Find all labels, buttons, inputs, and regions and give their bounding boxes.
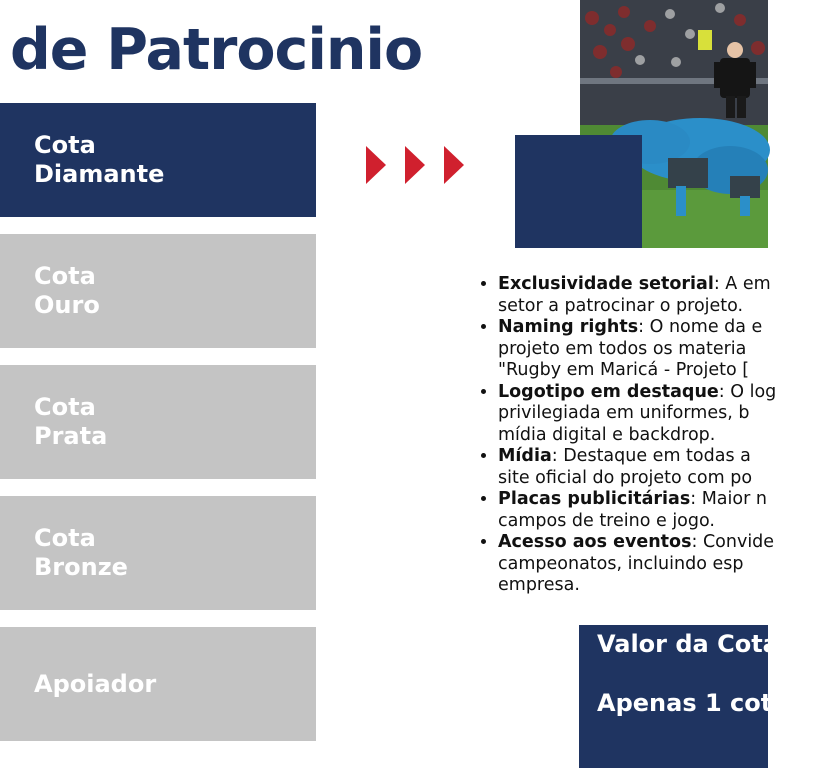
benefit-item: • Naming rights: O nome da e projeto em todos os materia "Rugby em Maricá - Projeto [ [498, 317, 818, 382]
benefits-list [478, 274, 818, 597]
tier-apoiador[interactable] [0, 627, 316, 741]
tier-label: Cota Diamante [34, 131, 165, 188]
benefit-item: • Acesso aos eventos: Convide campeonatos, incluindo esp empresa. [498, 532, 818, 597]
tier-label: Cota Prata [34, 393, 108, 450]
benefit-item: • Exclusividade setorial: A em setor a patrocinar o projeto. [498, 274, 818, 317]
valor-heading: Valor da Cota [597, 630, 779, 658]
tier-cota-ouro[interactable] [0, 234, 316, 348]
valor-da-cota-box [579, 625, 789, 768]
valor-quantity: Apenas 1 cota [597, 689, 789, 717]
red-arrow-icon [405, 146, 425, 184]
tier-cota-bronze[interactable] [0, 496, 316, 610]
tier-label: Apoiador [34, 669, 157, 698]
tier-label: Cota Bronze [34, 524, 128, 581]
tier-label: Cota Ouro [34, 262, 100, 319]
benefit-item: • Logotipo em destaque: O log privilegiada em uniformes, b mídia digital e backdrop. [498, 382, 818, 447]
benefit-item: • Mídia: Destaque em todas a site oficial do projeto com po [498, 446, 818, 489]
page-title: de Patrocinio [10, 17, 423, 83]
tier-cota-diamante[interactable] [0, 103, 316, 217]
decorative-navy-block [515, 135, 642, 248]
benefit-item: • Placas publicitárias: Maior n campos de treino e jogo. [498, 489, 818, 532]
red-arrow-icon [366, 146, 386, 184]
red-arrow-icon [444, 146, 464, 184]
tier-cota-prata[interactable] [0, 365, 316, 479]
arrow-indicators [366, 146, 464, 184]
